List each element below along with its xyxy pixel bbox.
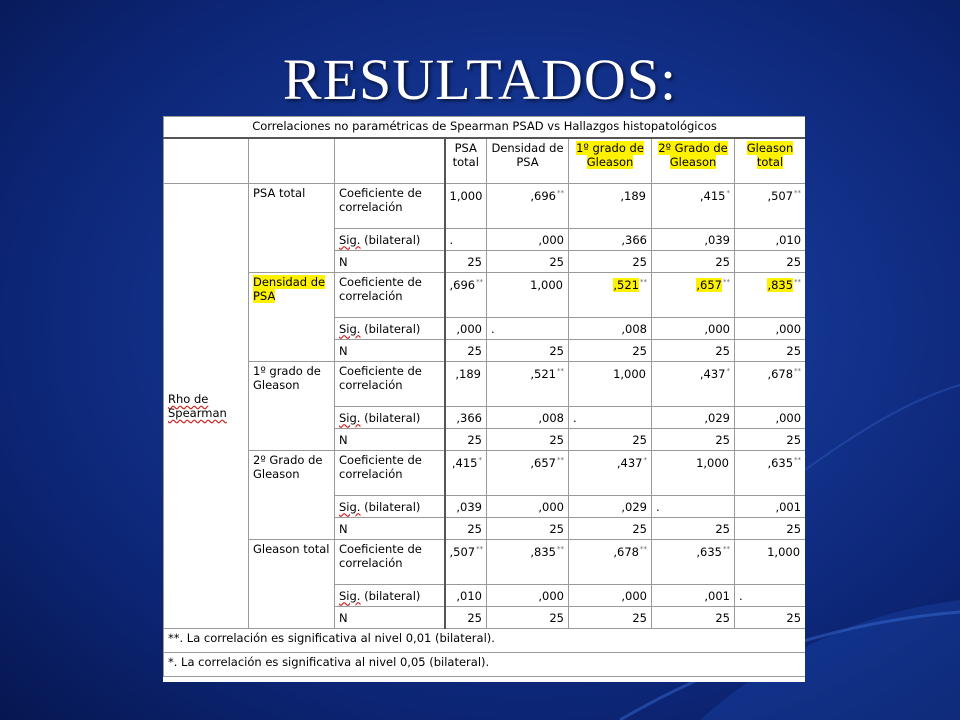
- n-cell: [652, 251, 735, 273]
- coef-value: ,678: [613, 544, 639, 559]
- n-value: 25: [467, 610, 482, 625]
- significance-mark: **: [557, 189, 564, 197]
- table-row: [164, 362, 806, 407]
- significance-mark: **: [794, 189, 802, 197]
- coef-value: 1,000: [449, 188, 483, 203]
- stat-label-n: N: [335, 429, 445, 451]
- coef-value: ,696: [530, 188, 556, 203]
- n-cell: [569, 340, 652, 362]
- sig-value: ,000: [775, 321, 802, 336]
- n-cell: [487, 251, 569, 273]
- table-row: [164, 540, 806, 585]
- n-value: 25: [715, 254, 730, 269]
- stat-label-coef: Coeficiente de correlación: [335, 273, 445, 318]
- sig-value: ,039: [704, 232, 730, 247]
- significance-mark: **: [557, 367, 564, 375]
- n-cell: [445, 251, 487, 273]
- row-variable-label: 1º grado de Gleason: [253, 364, 321, 392]
- significance-mark: *: [478, 456, 482, 464]
- n-value: 25: [786, 610, 802, 625]
- group-label-cell: [164, 184, 249, 629]
- coef-cell: [445, 184, 487, 229]
- sig-value: ,029: [704, 410, 730, 425]
- coef-cell: [569, 362, 652, 407]
- column-header: [445, 138, 487, 184]
- n-value: 25: [715, 610, 730, 625]
- table-header-row: [164, 138, 806, 184]
- sig-value: ,001: [775, 499, 802, 514]
- significance-mark: **: [557, 545, 564, 553]
- n-value: 25: [632, 610, 647, 625]
- sig-cell: [652, 496, 735, 518]
- sig-value: ,366: [456, 410, 482, 425]
- coef-cell: [735, 540, 806, 585]
- sig-value: ,000: [621, 588, 647, 603]
- coef-value: ,678: [767, 366, 794, 381]
- sig-cell: [445, 496, 487, 518]
- n-value: 25: [786, 432, 802, 447]
- column-header-label: 2º Grado de Gleason: [658, 141, 728, 169]
- coef-cell: [652, 273, 735, 318]
- coef-cell: [487, 184, 569, 229]
- n-value: 25: [786, 343, 802, 358]
- coef-value: ,437: [699, 366, 726, 381]
- coef-cell: [487, 451, 569, 496]
- n-cell: [652, 518, 735, 540]
- column-header: [569, 138, 652, 184]
- significance-mark: **: [794, 278, 802, 286]
- footnote: **. La correlación es significativa al nivel 0,01 (bilateral).: [164, 629, 806, 653]
- n-cell: [487, 518, 569, 540]
- coef-cell: [487, 540, 569, 585]
- sig-rest: (bilateral): [360, 588, 421, 603]
- coef-value: ,696: [449, 277, 476, 292]
- sig-word: Sig.: [339, 232, 361, 247]
- header-blank-cell: [335, 138, 445, 184]
- coef-value: ,189: [620, 188, 646, 203]
- n-value: 25: [715, 521, 730, 536]
- sig-value: .: [573, 410, 577, 425]
- coef-cell: [735, 362, 806, 407]
- table-row: [164, 184, 806, 229]
- n-cell: [652, 429, 735, 451]
- coef-value: 1,000: [767, 544, 801, 559]
- sig-cell: [652, 585, 735, 607]
- n-cell: [569, 518, 652, 540]
- sig-cell: [487, 318, 569, 340]
- sig-word: Sig.: [339, 588, 361, 603]
- n-value: 25: [549, 521, 564, 536]
- significance-mark: **: [476, 545, 484, 553]
- coef-value: ,507: [449, 544, 476, 559]
- n-cell: [445, 518, 487, 540]
- coef-value: ,437: [616, 455, 643, 470]
- column-header-label: PSA total: [452, 141, 479, 169]
- stat-label-sig: [335, 496, 445, 518]
- row-variable-label: 2º Grado de Gleason: [253, 453, 323, 481]
- group-label: Rho de Spearman: [168, 392, 227, 420]
- sig-value: ,010: [456, 588, 482, 603]
- row-variable-label: Densidad de PSA: [253, 275, 326, 303]
- table-caption: Correlaciones no paramétricas de Spearman PSAD vs Hallazgos histopatológicos: [164, 117, 806, 139]
- coef-value: ,507: [767, 188, 794, 203]
- coef-cell: [487, 362, 569, 407]
- n-value: 25: [715, 432, 730, 447]
- coef-value: ,657: [530, 455, 556, 470]
- stat-label-coef: Coeficiente de correlación: [335, 540, 445, 585]
- sig-rest: (bilateral): [360, 410, 421, 425]
- n-value: 25: [549, 254, 564, 269]
- n-value: 25: [632, 521, 647, 536]
- sig-value: ,366: [621, 232, 647, 247]
- stat-label-n: N: [335, 340, 445, 362]
- stat-label-coef: Coeficiente de correlación: [335, 362, 445, 407]
- coef-cell: [569, 451, 652, 496]
- sig-value: ,000: [538, 232, 564, 247]
- sig-cell: [569, 407, 652, 429]
- correlation-table-panel: [163, 116, 805, 682]
- coef-value: ,415: [699, 188, 726, 203]
- coef-value: ,635: [767, 455, 794, 470]
- n-cell: [569, 251, 652, 273]
- n-value: 25: [467, 432, 482, 447]
- n-cell: [735, 429, 806, 451]
- row-variable-cell: [249, 540, 335, 629]
- sig-cell: [569, 496, 652, 518]
- n-cell: [445, 340, 487, 362]
- sig-cell: [569, 585, 652, 607]
- sig-cell: [445, 407, 487, 429]
- n-value: 25: [467, 254, 482, 269]
- coef-cell: [652, 540, 735, 585]
- row-variable-cell: [249, 362, 335, 451]
- n-value: 25: [549, 432, 564, 447]
- n-cell: [487, 429, 569, 451]
- sig-cell: [652, 229, 735, 251]
- sig-cell: [445, 585, 487, 607]
- footnote-row: [164, 653, 806, 677]
- sig-value: .: [491, 321, 495, 336]
- sig-value: ,000: [775, 410, 802, 425]
- sig-value: ,000: [538, 499, 564, 514]
- significance-mark: *: [726, 189, 730, 197]
- column-header-label: Gleason total: [746, 141, 794, 169]
- coef-value: 1,000: [696, 455, 729, 470]
- stat-label-sig: [335, 318, 445, 340]
- header-blank-cell: [249, 138, 335, 184]
- coef-cell: [445, 273, 487, 318]
- coef-cell: [735, 273, 806, 318]
- sig-rest: (bilateral): [360, 232, 421, 247]
- column-header: [487, 138, 569, 184]
- coef-value: ,521: [613, 277, 639, 292]
- n-cell: [445, 429, 487, 451]
- n-value: 25: [786, 254, 802, 269]
- table-row: [164, 451, 806, 496]
- sig-value: ,000: [704, 321, 730, 336]
- stat-label-sig: [335, 585, 445, 607]
- table-row: [164, 273, 806, 318]
- sig-cell: [652, 407, 735, 429]
- sig-value: .: [449, 232, 454, 247]
- significance-mark: **: [794, 367, 802, 375]
- sig-cell: [487, 229, 569, 251]
- slide-title: RESULTADOS:: [282, 47, 678, 112]
- sig-value: .: [656, 499, 660, 514]
- sig-value: ,029: [621, 499, 647, 514]
- row-variable-label: PSA total: [253, 186, 306, 200]
- n-cell: [445, 607, 487, 629]
- n-value: 25: [632, 432, 647, 447]
- sig-value: ,000: [538, 588, 564, 603]
- header-blank-cell: [164, 138, 249, 184]
- row-variable-cell: [249, 184, 335, 273]
- sig-cell: [735, 496, 806, 518]
- coef-value: ,635: [696, 544, 722, 559]
- n-cell: [735, 251, 806, 273]
- sig-cell: [652, 318, 735, 340]
- sig-cell: [735, 229, 806, 251]
- column-header-label: Densidad de PSA: [491, 141, 564, 169]
- stat-label-n: N: [335, 607, 445, 629]
- significance-mark: **: [476, 278, 484, 286]
- stat-label-coef: Coeficiente de correlación: [335, 184, 445, 229]
- coef-cell: [652, 184, 735, 229]
- n-cell: [487, 607, 569, 629]
- stat-label-sig: [335, 229, 445, 251]
- sig-rest: (bilateral): [360, 321, 421, 336]
- coef-cell: [569, 273, 652, 318]
- n-cell: [735, 607, 806, 629]
- significance-mark: **: [557, 456, 564, 464]
- coef-cell: [445, 362, 487, 407]
- coef-value: ,189: [455, 366, 481, 381]
- n-cell: [569, 429, 652, 451]
- n-value: 25: [549, 343, 564, 358]
- coef-value: ,521: [530, 366, 556, 381]
- spearman-correlation-table: [163, 116, 805, 677]
- sig-cell: [445, 229, 487, 251]
- coef-cell: [735, 184, 806, 229]
- coef-cell: [652, 362, 735, 407]
- sig-word: Sig.: [339, 321, 361, 336]
- sig-value: ,008: [538, 410, 564, 425]
- n-cell: [487, 340, 569, 362]
- sig-cell: [445, 318, 487, 340]
- sig-value: ,000: [456, 321, 482, 336]
- coef-value: ,835: [530, 544, 556, 559]
- significance-mark: **: [640, 278, 647, 286]
- sig-cell: [569, 229, 652, 251]
- significance-mark: **: [723, 278, 730, 286]
- n-cell: [735, 340, 806, 362]
- significance-mark: **: [640, 545, 647, 553]
- coef-cell: [569, 184, 652, 229]
- column-header-label: 1º grado de Gleason: [576, 141, 644, 169]
- footnote-row: [164, 629, 806, 653]
- n-value: 25: [467, 343, 482, 358]
- coef-value: ,835: [767, 277, 794, 292]
- n-value: 25: [549, 610, 564, 625]
- sig-value: .: [739, 588, 743, 603]
- n-value: 25: [632, 343, 647, 358]
- sig-cell: [487, 407, 569, 429]
- significance-mark: **: [794, 456, 802, 464]
- coef-value: 1,000: [613, 366, 646, 381]
- coef-cell: [445, 451, 487, 496]
- sig-value: ,001: [704, 588, 730, 603]
- footnote: *. La correlación es significativa al nivel 0,05 (bilateral).: [164, 653, 806, 677]
- row-variable-cell: [249, 273, 335, 362]
- stat-label-sig: [335, 407, 445, 429]
- sig-value: ,039: [456, 499, 482, 514]
- sig-word: Sig.: [339, 410, 361, 425]
- sig-cell: [487, 496, 569, 518]
- stat-label-coef: Coeficiente de correlación: [335, 451, 445, 496]
- n-value: 25: [632, 254, 647, 269]
- coef-value: 1,000: [530, 277, 563, 292]
- coef-cell: [487, 273, 569, 318]
- stat-label-n: N: [335, 518, 445, 540]
- stat-label-n: N: [335, 251, 445, 273]
- sig-cell: [735, 318, 806, 340]
- coef-cell: [735, 451, 806, 496]
- sig-cell: [569, 318, 652, 340]
- column-header: [735, 138, 806, 184]
- coef-value: ,415: [451, 455, 478, 470]
- significance-mark: *: [726, 367, 730, 375]
- sig-cell: [735, 407, 806, 429]
- coef-value: ,657: [696, 277, 722, 292]
- sig-value: ,008: [621, 321, 647, 336]
- row-variable-label: Gleason total: [253, 542, 330, 556]
- column-header: [652, 138, 735, 184]
- n-value: 25: [467, 521, 482, 536]
- n-cell: [652, 607, 735, 629]
- n-value: 25: [715, 343, 730, 358]
- table-caption-row: [164, 117, 806, 139]
- sig-value: ,010: [775, 232, 802, 247]
- significance-mark: *: [643, 456, 647, 464]
- n-cell: [569, 607, 652, 629]
- coef-cell: [445, 540, 487, 585]
- n-value: 25: [786, 521, 802, 536]
- row-variable-cell: [249, 451, 335, 540]
- n-cell: [652, 340, 735, 362]
- sig-cell: [487, 585, 569, 607]
- sig-cell: [735, 585, 806, 607]
- n-cell: [735, 518, 806, 540]
- sig-rest: (bilateral): [360, 499, 421, 514]
- significance-mark: **: [723, 545, 730, 553]
- coef-cell: [569, 540, 652, 585]
- sig-word: Sig.: [339, 499, 361, 514]
- coef-cell: [652, 451, 735, 496]
